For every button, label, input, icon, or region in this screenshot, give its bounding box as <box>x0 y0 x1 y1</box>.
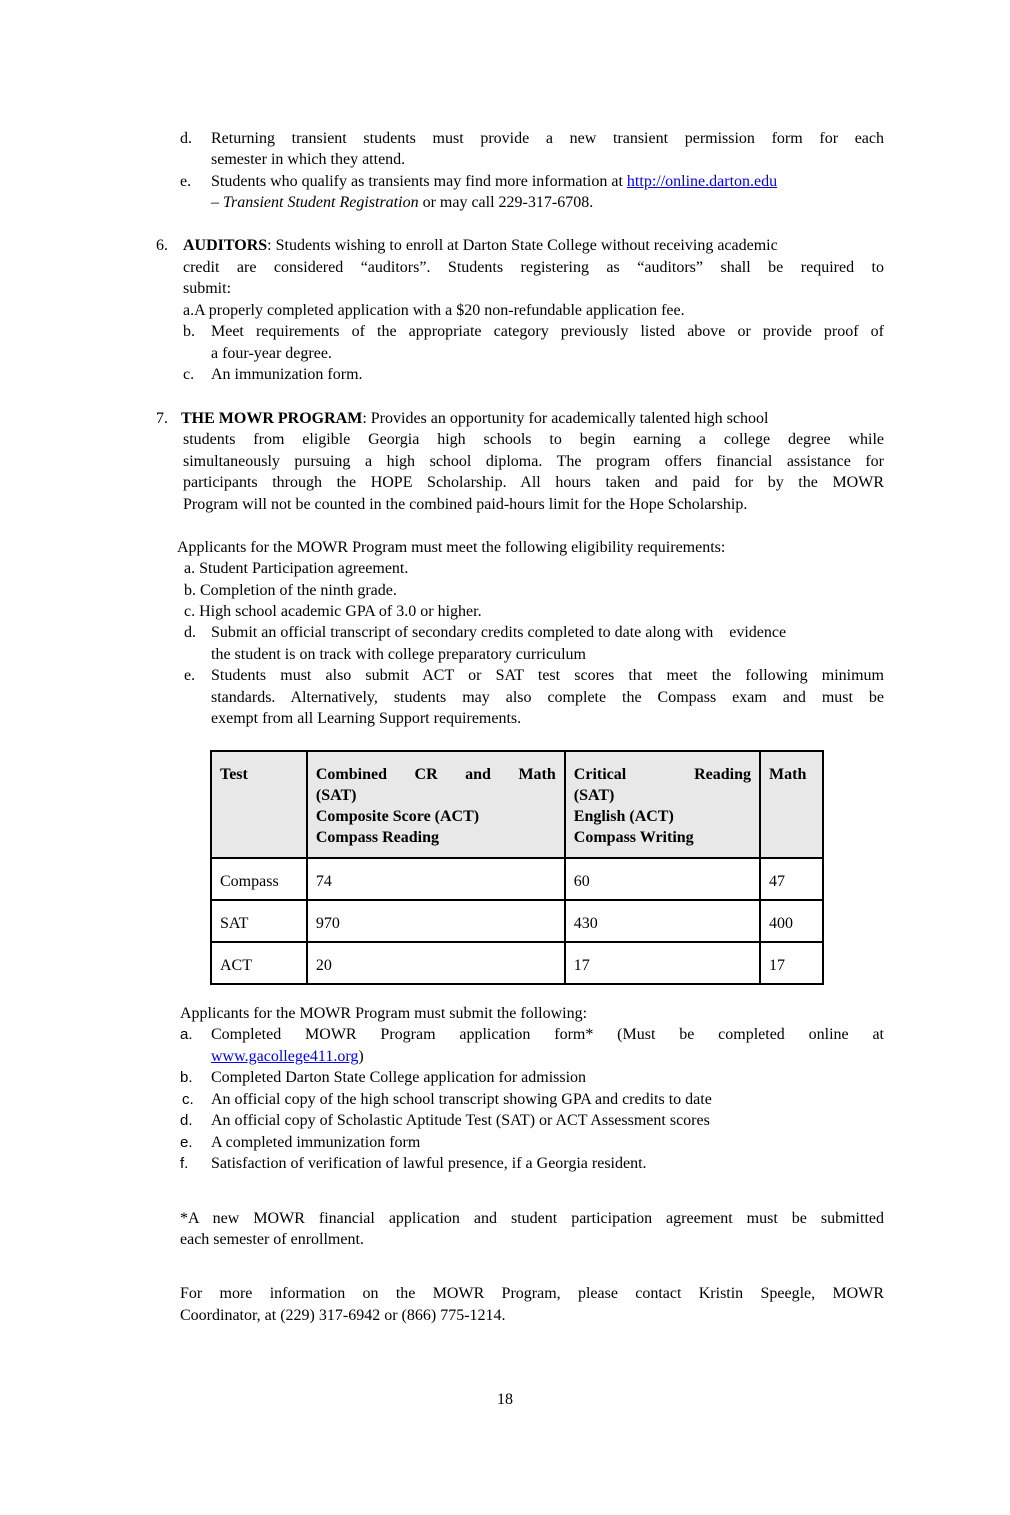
eligibility-item-e-line2: standards. Alternatively, students may also complete the Compass exam and must be <box>211 689 884 706</box>
auditors-item-c: An immunization form. <box>211 366 363 383</box>
table-row <box>211 858 823 900</box>
auditors-item-b-line1: Meet requirements of the appropriate category previously listed above or provide proof of <box>211 323 884 340</box>
mowr-line4: participants through the HOPE Scholarship. All hours taken and paid for by the MOWR <box>183 474 884 491</box>
submit-item-a-line2 <box>211 1046 364 1067</box>
section-number: 7. <box>156 410 168 427</box>
transient-e-text: Students who qualify as transients may find more information at <box>211 173 623 190</box>
eligibility-item-a: a. Student Participation agreement. <box>184 560 409 577</box>
table-cell: ACT <box>211 942 307 984</box>
eligibility-item-b: b. Completion of the ninth grade. <box>184 582 397 599</box>
closing-paren: ) <box>358 1048 364 1065</box>
submit-item-d: An official copy of Scholastic Aptitude Test (SAT) or ACT Assessment scores <box>211 1112 710 1129</box>
submit-item-c: An official copy of the high school transcript showing GPA and credits to date <box>211 1091 712 1108</box>
list-label: b. <box>183 323 195 340</box>
auditors-item-a: a.A properly completed application with a $20 non-refundable application fee. <box>183 302 685 319</box>
footnote-line2: each semester of enrollment. <box>180 1231 364 1248</box>
table-cell: SAT <box>211 900 307 942</box>
section-number: 6. <box>156 237 168 254</box>
header-cell-test: Test <box>211 751 307 858</box>
eligibility-item-d-line1: Submit an official transcript of secondary credits completed to date along with evidence <box>211 624 787 641</box>
table-cell: 74 <box>307 858 565 900</box>
header-cell-math: Math <box>760 751 823 858</box>
auditors-item-b-line2: a four-year degree. <box>211 345 332 362</box>
table-cell: 17 <box>565 942 760 984</box>
table-cell: 60 <box>565 858 760 900</box>
eligibility-item-c: c. High school academic GPA of 3.0 or higher. <box>184 603 482 620</box>
table-header-row <box>211 751 823 858</box>
mowr-line1 <box>181 408 884 429</box>
submit-item-b: Completed Darton State College application for admission <box>211 1069 587 1086</box>
transient-e-line1 <box>211 171 777 192</box>
score-requirements-table <box>210 750 824 985</box>
table-cell: 400 <box>760 900 823 942</box>
transient-d-line1: Returning transient students must provide a new transient permission form for each <box>211 130 884 147</box>
mowr-line2: students from eligible Georgia high schools to begin earning a college degree while <box>183 431 884 448</box>
mowr-line1-text: : Provides an opportunity for academically talented high school <box>362 410 769 427</box>
list-label: d. <box>180 1112 193 1129</box>
transient-registration-italic: Transient Student Registration <box>223 194 419 211</box>
table-cell: 430 <box>565 900 760 942</box>
list-label: c. <box>183 366 195 383</box>
table-cell: 20 <box>307 942 565 984</box>
table-cell: Compass <box>211 858 307 900</box>
table-row <box>211 942 823 984</box>
eligibility-item-d-line2: the student is on track with college preparatory curriculum <box>211 646 586 663</box>
header-cell-critical-reading: Critical Reading (SAT) English (ACT) Compass Writing <box>565 751 760 858</box>
transient-phone-text: or may call 229-317-6708. <box>418 194 594 211</box>
list-label: e. <box>180 173 192 190</box>
list-label: a. <box>180 1026 193 1043</box>
eligibility-item-e-line3: exempt from all Learning Support requirements. <box>211 710 522 727</box>
eligibility-intro: Applicants for the MOWR Program must meet the following eligibility requirements: <box>177 539 726 556</box>
list-label: e. <box>184 667 196 684</box>
submit-item-a-line1: Completed MOWR Program application form* (Must be completed online at <box>211 1026 884 1043</box>
list-label: b. <box>180 1069 193 1086</box>
list-label: d. <box>184 624 196 641</box>
transient-e-line2 <box>211 192 593 213</box>
footnote-line1: *A new MOWR financial application and student participation agreement must be submitted <box>180 1210 884 1227</box>
darton-online-link[interactable]: http://online.darton.edu <box>626 173 778 190</box>
eligibility-item-e-line1: Students must also submit ACT or SAT test scores that meet the following minimum <box>211 667 884 684</box>
table-cell: 17 <box>760 942 823 984</box>
list-label: c. <box>182 1091 194 1108</box>
transient-d-line2: semester in which they attend. <box>211 151 406 168</box>
list-label: f. <box>180 1155 189 1172</box>
submit-intro: Applicants for the MOWR Program must submit the following: <box>180 1005 588 1022</box>
auditors-heading: AUDITORS <box>183 237 268 254</box>
header-cell-combined: Combined CR and Math (SAT) Composite Score (ACT) Compass Reading <box>307 751 565 858</box>
table-row <box>211 900 823 942</box>
contact-line1: For more information on the MOWR Program, please contact Kristin Speegle, MOWR <box>180 1285 884 1302</box>
auditors-line2: credit are considered “auditors”. Students registering as “auditors” shall be required to <box>183 259 884 276</box>
contact-line2: Coordinator, at (229) 317-6942 or (866) 775-1214. <box>180 1307 506 1324</box>
table-cell: 47 <box>760 858 823 900</box>
mowr-heading: THE MOWR PROGRAM <box>181 410 363 427</box>
mowr-line3: simultaneously pursuing a high school diploma. The program offers financial assistance for <box>183 453 884 470</box>
list-label: d. <box>180 130 192 147</box>
auditors-line1 <box>183 235 884 256</box>
table-cell: 970 <box>307 900 565 942</box>
gacollege411-link[interactable]: www.gacollege411.org <box>211 1048 359 1065</box>
submit-item-e: A completed immunization form <box>211 1134 421 1151</box>
submit-item-f: Satisfaction of verification of lawful presence, if a Georgia resident. <box>211 1155 647 1172</box>
mowr-line5: Program will not be counted in the combined paid-hours limit for the Hope Scholarship. <box>183 496 748 513</box>
auditors-line3: submit: <box>183 280 232 297</box>
dash: – <box>211 194 223 211</box>
page-number: 18 <box>497 1391 513 1408</box>
list-label: e. <box>180 1134 193 1151</box>
auditors-line1-text: : Students wishing to enroll at Darton State College without receiving academic <box>267 237 778 254</box>
